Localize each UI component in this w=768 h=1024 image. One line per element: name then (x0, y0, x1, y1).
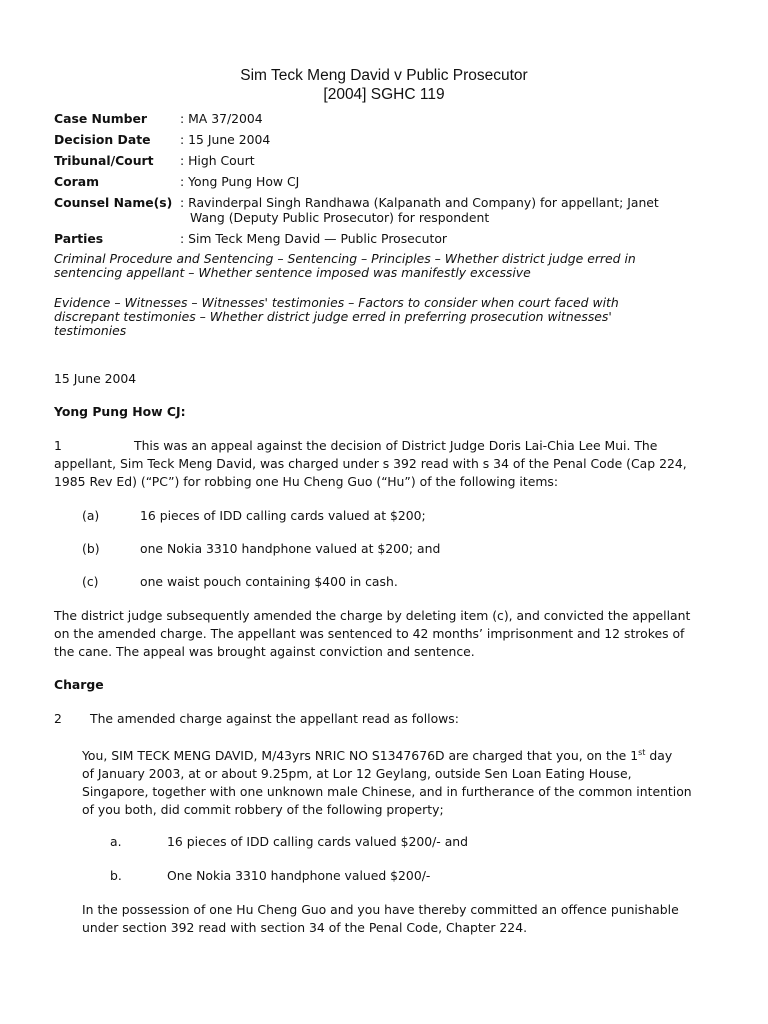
case-title: Sim Teck Meng David v Public Prosecutor (240, 67, 528, 84)
item-a-label: (a) (82, 508, 100, 523)
para1-cont-line3: the cane. The appeal was brought against conviction and sentence. (54, 644, 475, 659)
superscript: st (638, 747, 646, 757)
catchwords-2-line2: discrepant testimonies – Whether district judge erred in preferring prosecution witnesses' (54, 309, 612, 324)
meta-value: : Ravinderpal Singh Randhawa (Kalpanath and Company) for appellant; Janet (180, 195, 659, 210)
case-citation: [2004] SGHC 119 (323, 86, 445, 103)
para1-line1 (54, 437, 714, 455)
meta-value: : 15 June 2004 (180, 132, 271, 147)
para1-line2: appellant, Sim Teck Meng David, was charged under s 392 read with s 34 of the Penal Code (Cap 224, (54, 456, 687, 471)
item-b-label: (b) (82, 541, 100, 556)
para1-line3: 1985 Rev Ed) (“PC”) for robbing one Hu Cheng Guo (“Hu”) of the following items: (54, 474, 559, 489)
judge-name: Yong Pung How CJ: (54, 404, 186, 419)
catchwords-1-line1: Criminal Procedure and Sentencing – Sentencing – Principles – Whether district judge erred in (54, 251, 636, 266)
charge-item-b-text: One Nokia 3310 handphone valued $200/- (167, 868, 431, 883)
section-heading-charge: Charge (54, 677, 104, 692)
meta-label: Parties (54, 231, 104, 246)
charge-item-a-text: 16 pieces of IDD calling cards valued $200/- and (167, 834, 469, 849)
meta-value: : High Court (180, 153, 255, 168)
para1-cont-line2: on the amended charge. The appellant was sentenced to 42 months’ imprisonment and 12 strokes of (54, 626, 685, 641)
para1-cont-line1: The district judge subsequently amended the charge by deleting item (c), and convicted the appellant (54, 608, 691, 623)
meta-label: Case Number (54, 111, 148, 126)
charge-quote-line1 (82, 747, 714, 765)
meta-label: Counsel Name(s) (54, 195, 173, 210)
meta-value: Wang (Deputy Public Prosecutor) for respondent (190, 210, 490, 225)
meta-label: Coram (54, 174, 99, 189)
catchwords-2-line3: testimonies (54, 323, 127, 338)
item-c-text: one waist pouch containing $400 in cash. (140, 574, 398, 589)
catchwords-2-line1: Evidence – Witnesses – Witnesses' testimonies – Factors to consider when court faced with (54, 295, 619, 310)
charge-item-b-label: b. (110, 868, 122, 883)
para1-text: This was an appeal against the decision of District Judge Doris Lai-Chia Lee Mui. The (134, 438, 658, 453)
charge-closing-line1: In the possession of one Hu Cheng Guo and you have thereby committed an offence punishable (82, 902, 679, 917)
charge-quote-line4: of you both, did commit robbery of the following property; (82, 802, 444, 817)
charge-closing-line2: under section 392 read with section 34 of the Penal Code, Chapter 224. (82, 920, 528, 935)
para-number: 2 (54, 711, 62, 726)
charge-quote-line3: Singapore, together with one unknown male Chinese, and in furtherance of the common intention (82, 784, 692, 799)
meta-value: : Yong Pung How CJ (180, 174, 300, 189)
item-c-label: (c) (82, 574, 99, 589)
item-a-text: 16 pieces of IDD calling cards valued at $200; (140, 508, 426, 523)
charge-quote-text: You, SIM TECK MENG DAVID, M/43yrs NRIC NO S1347676D are charged that you, on the 1 (82, 748, 639, 763)
judgment-date: 15 June 2004 (54, 371, 137, 386)
meta-label: Decision Date (54, 132, 151, 147)
para2 (54, 710, 714, 728)
item-b-text: one Nokia 3310 handphone valued at $200; and (140, 541, 441, 556)
charge-quote-line2: of January 2003, at or about 9.25pm, at Lor 12 Geylang, outside Sen Loan Eating House, (82, 766, 632, 781)
meta-value: : Sim Teck Meng David — Public Prosecutor (180, 231, 447, 246)
para2-text: The amended charge against the appellant read as follows: (90, 711, 459, 726)
charge-item-a-label: a. (110, 834, 122, 849)
meta-value: : MA 37/2004 (180, 111, 263, 126)
para-number: 1 (54, 438, 62, 453)
catchwords-1-line2: sentencing appellant – Whether sentence imposed was manifestly excessive (54, 265, 531, 280)
meta-label: Tribunal/Court (54, 153, 154, 168)
charge-quote-text: day (645, 748, 673, 763)
